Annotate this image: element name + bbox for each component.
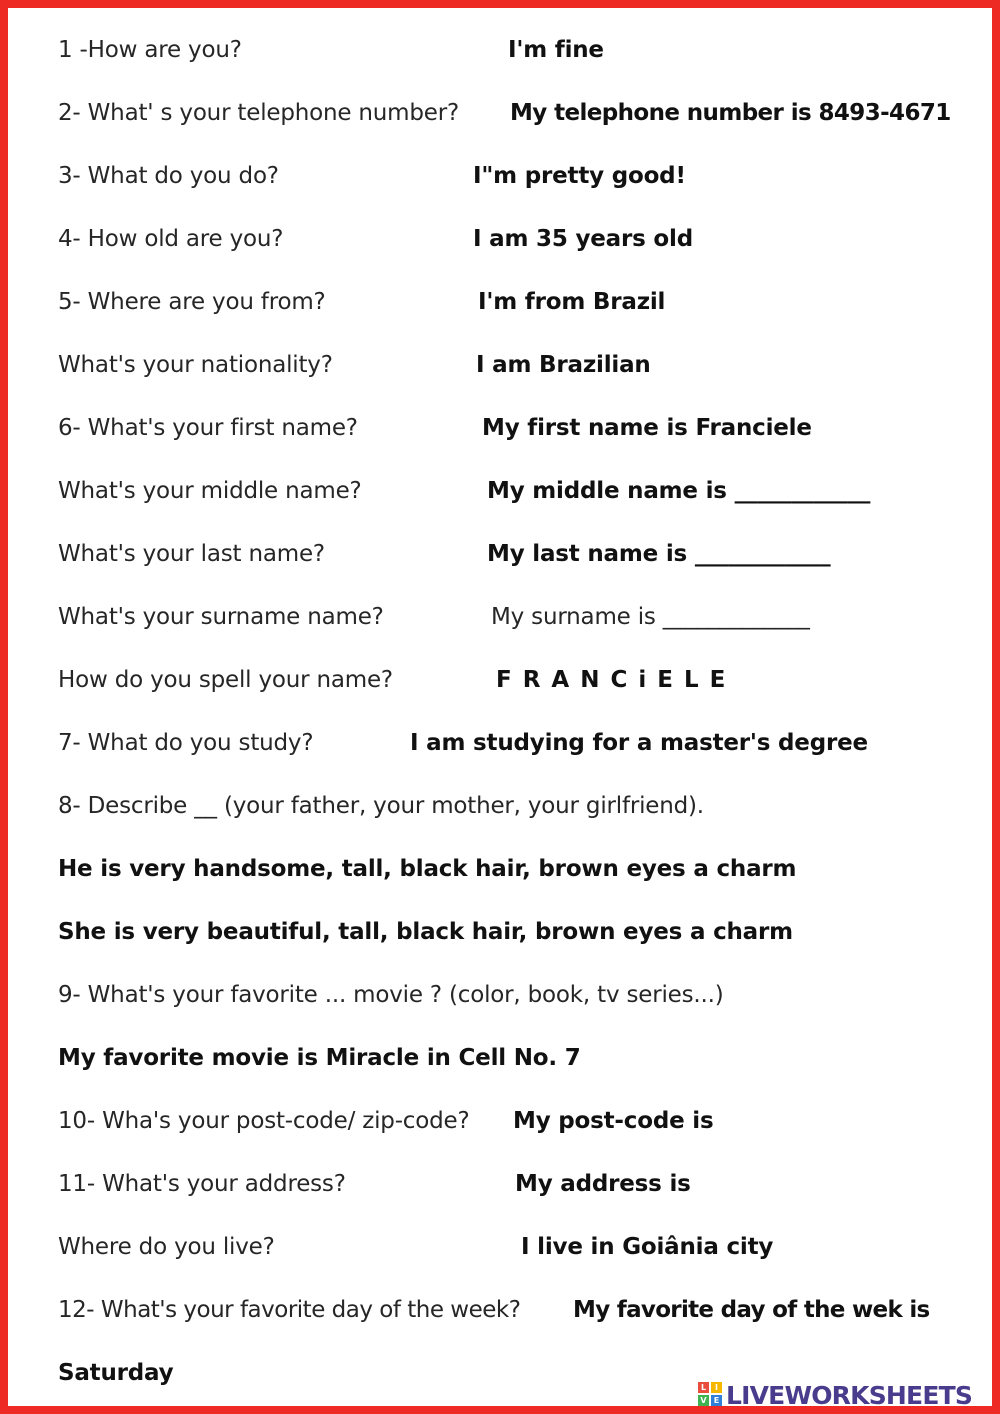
question-what-do-you-do: 3- What do you do? bbox=[58, 163, 279, 189]
answer-where-live: I live in Goiânia city bbox=[521, 1234, 774, 1260]
answer-describe-she: She is very beautiful, tall, black hair, brown eyes a charm bbox=[58, 919, 793, 945]
answer-spell-name: FRANCiELE bbox=[496, 667, 737, 693]
logo-mark-letter: L bbox=[698, 1382, 709, 1393]
answer-nationality: I am Brazilian bbox=[476, 352, 651, 378]
answer-surname: My surname is _____________ bbox=[491, 604, 810, 630]
answer-favorite-movie: My favorite movie is Miracle in Cell No. 7 bbox=[58, 1045, 581, 1071]
answer-favorite-day-value: Saturday bbox=[58, 1360, 174, 1386]
logo-mark-letter: E bbox=[711, 1395, 722, 1406]
answer-address: My address is bbox=[515, 1171, 691, 1197]
answer-middle-name: My middle name is ____________ bbox=[487, 478, 871, 504]
question-where-from: 5- Where are you from? bbox=[58, 289, 326, 315]
answer-where-from: I'm from Brazil bbox=[478, 289, 666, 315]
question-post-code: 10- Wha's your post-code/ zip-code? bbox=[58, 1108, 470, 1134]
answer-first-name: My first name is Franciele bbox=[482, 415, 812, 441]
liveworksheets-logo bbox=[698, 1380, 994, 1410]
question-where-live: Where do you live? bbox=[58, 1234, 275, 1260]
question-spell-name: How do you spell your name? bbox=[58, 667, 393, 693]
answer-last-name: My last name is ____________ bbox=[487, 541, 831, 567]
answer-how-are-you: I'm fine bbox=[508, 37, 604, 63]
question-middle-name: What's your middle name? bbox=[58, 478, 362, 504]
question-how-are-you: 1 -How are you? bbox=[58, 37, 242, 63]
question-last-name: What's your last name? bbox=[58, 541, 325, 567]
question-favorite-day: 12- What's your favorite day of the week? bbox=[58, 1297, 521, 1323]
logo-mark-letter: I bbox=[711, 1382, 722, 1393]
question-telephone: 2- What' s your telephone number? bbox=[58, 100, 459, 126]
answer-telephone: My telephone number is 8493-4671 bbox=[510, 100, 951, 126]
answer-favorite-day: My favorite day of the wek is bbox=[573, 1297, 930, 1323]
question-surname: What's your surname name? bbox=[58, 604, 384, 630]
question-study: 7- What do you study? bbox=[58, 730, 314, 756]
question-favorite-movie: 9- What's your favorite ... movie ? (color, book, tv series...) bbox=[58, 982, 724, 1008]
question-describe: 8- Describe __ (your father, your mother, your girlfriend). bbox=[58, 793, 704, 819]
logo-mark-letter: V bbox=[698, 1395, 709, 1406]
answer-age: I am 35 years old bbox=[473, 226, 693, 252]
logo-mark-icon bbox=[698, 1382, 724, 1408]
question-nationality: What's your nationality? bbox=[58, 352, 333, 378]
question-first-name: 6- What's your first name? bbox=[58, 415, 358, 441]
answer-study: I am studying for a master's degree bbox=[410, 730, 868, 756]
answer-post-code: My post-code is bbox=[513, 1108, 714, 1134]
question-age: 4- How old are you? bbox=[58, 226, 284, 252]
logo-text: LIVEWORKSHEETS bbox=[726, 1380, 973, 1410]
answer-what-do-you-do: I"m pretty good! bbox=[473, 163, 686, 189]
question-address: 11- What's your address? bbox=[58, 1171, 346, 1197]
answer-describe-he: He is very handsome, tall, black hair, brown eyes a charm bbox=[58, 856, 797, 882]
